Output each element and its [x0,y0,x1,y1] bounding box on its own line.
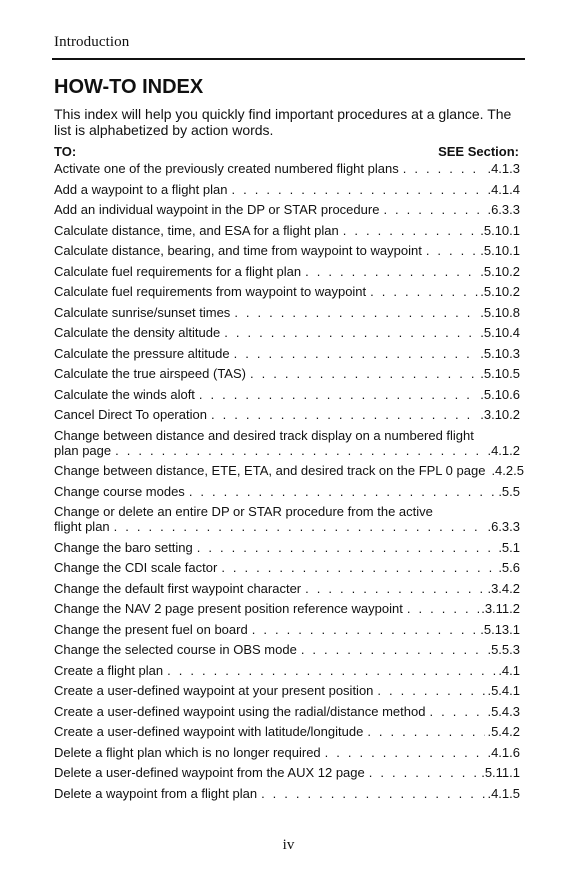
index-entry-action-text: Cancel Direct To operation [54,407,207,422]
index-entry [54,704,520,719]
index-entry [54,724,520,739]
index-entry-section-ref: .5.11.1 [481,765,520,780]
index-entry-action-text: Calculate the density altitude [54,325,221,340]
index-entry-section-ref: .5.13.1 [480,621,520,637]
to-column-heading: TO: [54,144,77,159]
index-entry [54,581,520,596]
index-entry-action-text: Calculate the winds aloft [54,386,195,402]
index-entry-section-ref: .5.10.1 [480,222,520,238]
dot-leader [234,346,479,361]
index-entry [54,601,520,616]
index-entry [54,765,520,780]
index-entry [54,786,520,801]
index-entry-section-ref: .5.10.2 [480,263,520,279]
index-entry [54,683,520,698]
dot-leader [224,325,478,340]
dot-leader [250,366,478,381]
index-entry-section-ref: .6.3.3 [487,202,520,217]
index-entry-section-ref: .5.10.6 [480,386,520,402]
index-entry-action-text: Change the NAV 2 page present position reference waypoint [54,601,403,616]
dot-leader [167,663,496,678]
index-entry-section-ref: .4.1.6 [487,744,520,760]
index-entry-section-ref: .5.10.8 [480,304,520,320]
index-entry [54,428,520,458]
dot-leader [234,305,478,320]
page-number: iv [282,837,295,853]
index-entry-section-ref: .5.4.1 [487,683,520,698]
index-entry-section-ref: .5.5.3 [487,642,520,657]
dot-leader [199,387,478,402]
index-entry-section-ref: .4.1.2 [487,442,520,458]
index-entry-action-text: Change the default first waypoint character [54,580,302,596]
index-entry-section-ref: .5.6 [498,560,520,575]
running-head: Introduction [54,34,130,50]
index-entry-action-text: Change course modes [54,483,185,499]
index-entry [54,560,520,575]
index-entry [54,504,520,534]
index-entry-section-ref: .5.10.5 [480,366,520,381]
index-entry-action-text: Delete a waypoint from a flight plan [54,785,258,801]
dot-leader [252,622,479,637]
index-entry-section-ref: .6.3.3 [487,519,520,534]
index-entry-section-ref: .5.5 [498,483,520,499]
index-entry [54,745,520,760]
index-entry-section-ref: .5.4.3 [487,703,520,719]
index-entry-action-text: Calculate distance, time, and ESA for a flight plan [54,222,339,238]
dot-leader [301,642,486,657]
index-entry [54,182,520,197]
dot-leader [305,581,485,596]
index-entry-section-ref: .5.10.2 [480,284,520,299]
index-entry-action-text: Delete a flight plan which is no longer required [54,744,321,760]
index-entry-action-text: Create a user-defined waypoint at your present position [54,683,374,698]
dot-leader [211,407,478,422]
index-entry [54,305,520,320]
index-entry-action-text: Change the CDI scale factor [54,560,218,575]
index-entry [54,540,520,555]
index-entry [54,366,520,381]
index-entry [54,663,520,678]
index-entry [54,243,520,258]
intro-paragraph: This index will help you quickly find important procedures at a glance. The list is alphabetized by action words. [54,106,512,138]
index-entry-section-ref: .3.11.2 [481,601,520,616]
dot-leader [343,223,479,238]
see-section-column-heading: SEE Section: [438,144,519,159]
index-entry-action-text: Add an individual waypoint in the DP or STAR procedure [54,202,380,217]
dot-leader [426,243,478,258]
index-entry [54,622,520,637]
index-entry-section-ref: .5.10.3 [480,345,520,361]
index-entry-section-ref: .5.1 [498,539,520,555]
index-entry [54,202,520,217]
index-entry-section-ref: .5.4.2 [487,724,520,739]
index-entry-section-ref: .3.4.2 [487,580,520,596]
dot-leader [231,182,485,197]
dot-leader [377,683,485,698]
index-entry-action-text: Create a flight plan [54,662,164,678]
dot-leader [115,443,485,458]
dot-leader [383,202,485,217]
index-entry [54,387,520,402]
index-entry-section-ref: .4.1.5 [487,785,520,801]
dot-leader [305,264,478,279]
dot-leader [261,786,485,801]
index-entry-action-text: Change the present fuel on board [54,621,248,637]
index-entry-action-text: plan page [54,442,112,458]
index-entry-action-text: Change the baro setting [54,539,193,555]
index-entry-section-ref: .4.1.3 [487,161,520,176]
page-title: HOW-TO INDEX [54,76,204,98]
index-entry-action-text: Calculate fuel requirements from waypoint to waypoint [54,284,367,299]
index-entry-action-text: Change between distance and desired track display on a numbered flight [54,427,474,443]
dot-leader [370,284,478,299]
index-entry-action-text: Delete a user-defined waypoint from the AUX 12 page [54,765,365,780]
index-entry-section-ref: .4.1 [498,662,520,678]
index-entry-action-text: Calculate sunrise/sunset times [54,304,231,320]
index-entry [54,346,520,361]
index-entry-action-text: flight plan [54,519,110,534]
index-entry-action-text: Calculate distance, bearing, and time from waypoint to waypoint [54,243,422,258]
index-entry-action-text: Calculate fuel requirements for a flight plan [54,263,302,279]
header-rule [52,58,525,60]
index-entry-action-text: Calculate the true airspeed (TAS) [54,366,246,381]
dot-leader [369,765,479,780]
index-entry-action-text: Calculate the pressure altitude [54,345,230,361]
dot-leader [221,560,496,575]
column-headings [54,144,519,159]
index-entry-action-text: Create a user-defined waypoint using the radial/distance method [54,703,426,719]
index-entry-section-ref: .5.10.4 [480,325,520,340]
index-entry-section-ref: .5.10.1 [480,243,520,258]
index-entry-section-ref: .3.10.2 [480,407,520,422]
index-entry-section-ref: .4.1.4 [487,181,520,197]
dot-leader [429,704,485,719]
index-entry [54,223,520,238]
index-entry [54,284,520,299]
index-entry [54,264,520,279]
dot-leader [367,724,485,739]
dot-leader [197,540,497,555]
dot-leader [407,601,479,616]
dot-leader [189,484,497,499]
index-entry-section-ref: .4.2.5 [491,463,524,478]
index-entry-action-text: Change or delete an entire DP or STAR procedure from the active [54,504,433,519]
index-entry [54,407,520,422]
index-entry-action-text: Activate one of the previously created numbered flight plans [54,161,399,176]
index-entry [54,161,520,176]
index-entry [54,463,524,478]
index-entry [54,325,520,340]
index-entry-action-text: Add a waypoint to a flight plan [54,181,228,197]
index-entry [54,484,520,499]
how-to-index-list [54,161,524,806]
index-entry-action-text: Change the selected course in OBS mode [54,642,297,657]
dot-leader [114,519,486,534]
dot-leader [325,745,486,760]
index-entry-action-text: Change between distance, ETE, ETA, and desired track on the FPL 0 page [54,463,486,478]
index-entry-action-text: Create a user-defined waypoint with latitude/longitude [54,724,364,739]
dot-leader [403,161,486,176]
index-entry [54,642,520,657]
